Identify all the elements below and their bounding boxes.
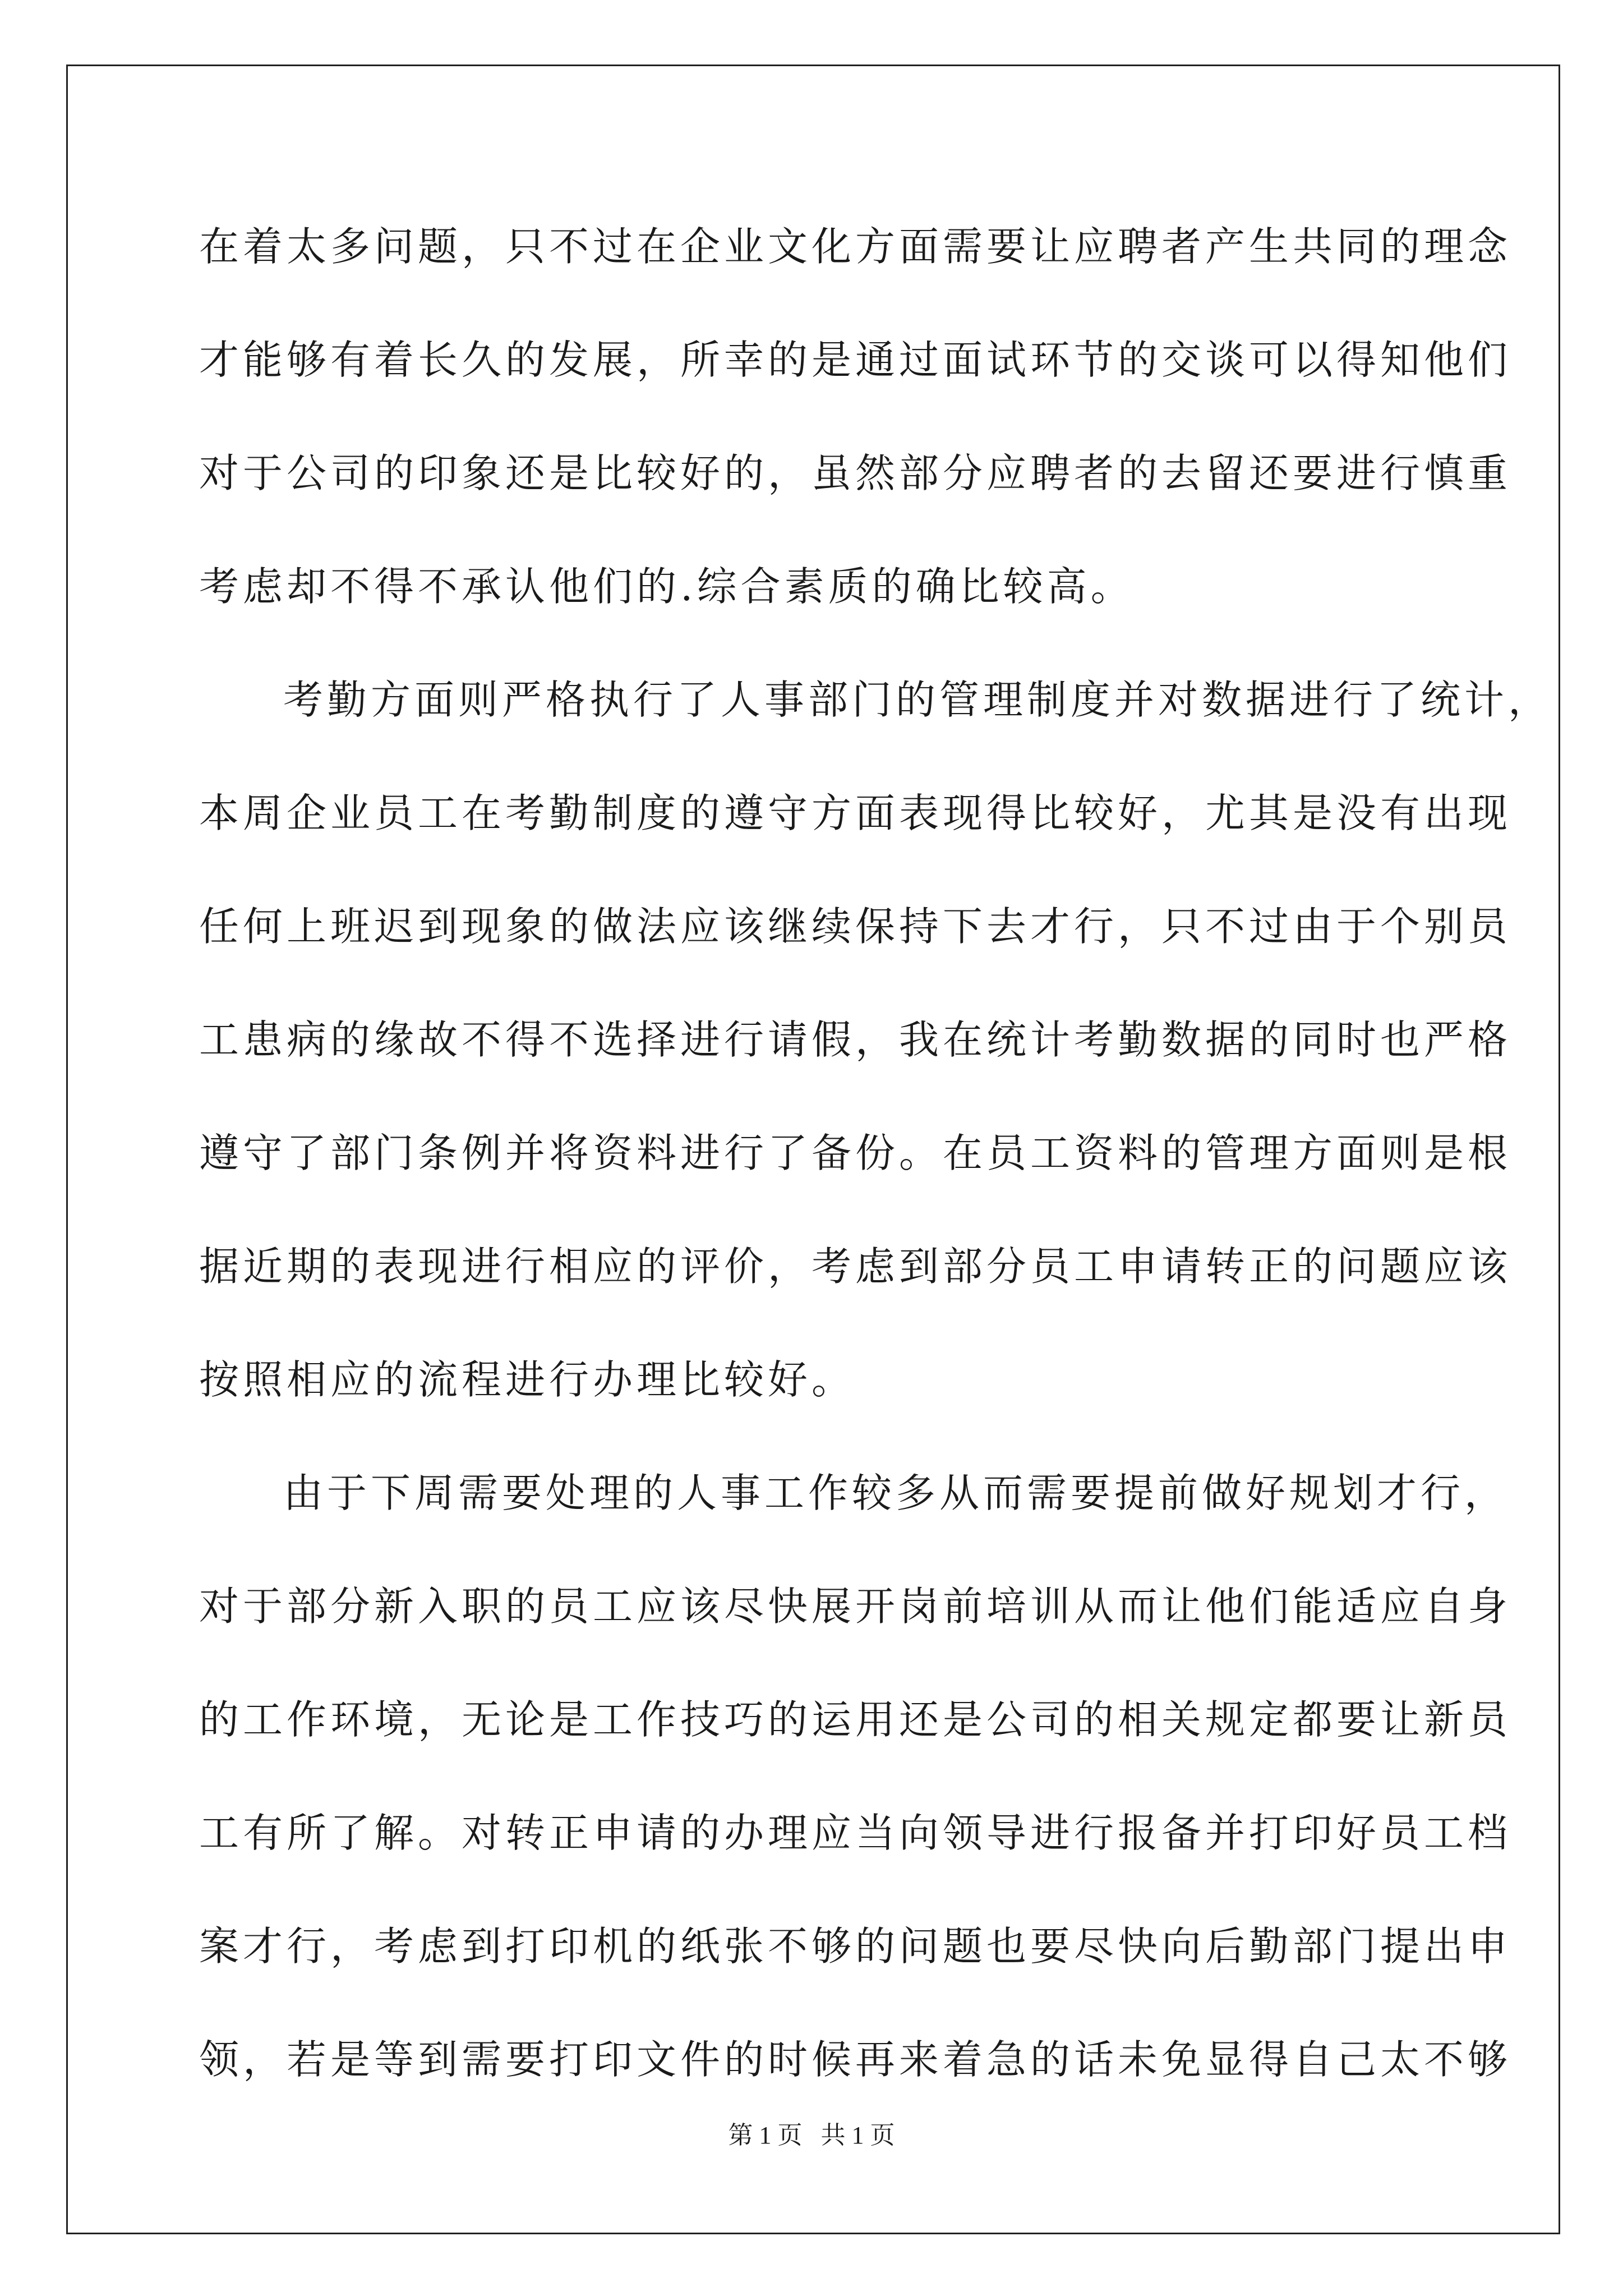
- text-line: 本周企业员工在考勤制度的遵守方面表现得比较好，尤其是没有出现: [199, 790, 1512, 836]
- text-line: 对于公司的印象还是比较好的，虽然部分应聘者的去留还要进行慎重: [199, 450, 1512, 496]
- paragraph-3: [199, 1451, 1512, 2131]
- text-line: 对于部分新入职的员工应该尽快展开岗前培训从而让他们能适应自身: [199, 1583, 1512, 1630]
- text-line: 由于下周需要处理的人事工作较多从而需要提前做好规划才行，: [283, 1470, 1509, 1516]
- text-line: 按照相应的流程进行办理比较好。: [199, 1356, 856, 1403]
- text-line: 工有所了解。对转正申请的办理应当向领导进行报备并打印好员工档: [199, 1810, 1512, 1856]
- text-line: 据近期的表现进行相应的评价，考虑到部分员工申请转正的问题应该: [199, 1243, 1512, 1290]
- document-body: [199, 205, 1552, 2131]
- text-line: 才能够有着长久的发展，所幸的是通过面试环节的交谈可以得知他们: [199, 337, 1512, 383]
- text-line: 的工作环境，无论是工作技巧的运用还是公司的相关规定都要让新员: [199, 1696, 1512, 1743]
- paragraph-2: [199, 658, 1552, 1451]
- text-line: 领，若是等到需要打印文件的时候再来着急的话未免显得自己太不够: [199, 2036, 1512, 2083]
- text-line: 在着太多问题，只不过在企业文化方面需要让应聘者产生共同的理念: [199, 223, 1512, 270]
- page-number-footer: 第 1 页 共 1 页: [728, 2122, 895, 2149]
- text-line: 考虑却不得不承认他们的.综合素质的确比较高。: [199, 563, 1135, 610]
- text-line: 任何上班迟到现象的做法应该继续保持下去才行，只不过由于个别员: [199, 903, 1512, 950]
- text-line: 案才行，考虑到打印机的纸张不够的问题也要尽快向后勤部门提出申: [199, 1923, 1512, 1970]
- text-line: 工患病的缘故不得不选择进行请假，我在统计考勤数据的同时也严格: [199, 1016, 1512, 1063]
- text-line: 考勤方面则严格执行了人事部门的管理制度并对数据进行了统计，: [283, 677, 1552, 723]
- text-line: 遵守了部门条例并将资料进行了备份。在员工资料的管理方面则是根: [199, 1130, 1512, 1176]
- paragraph-1: [199, 205, 1512, 658]
